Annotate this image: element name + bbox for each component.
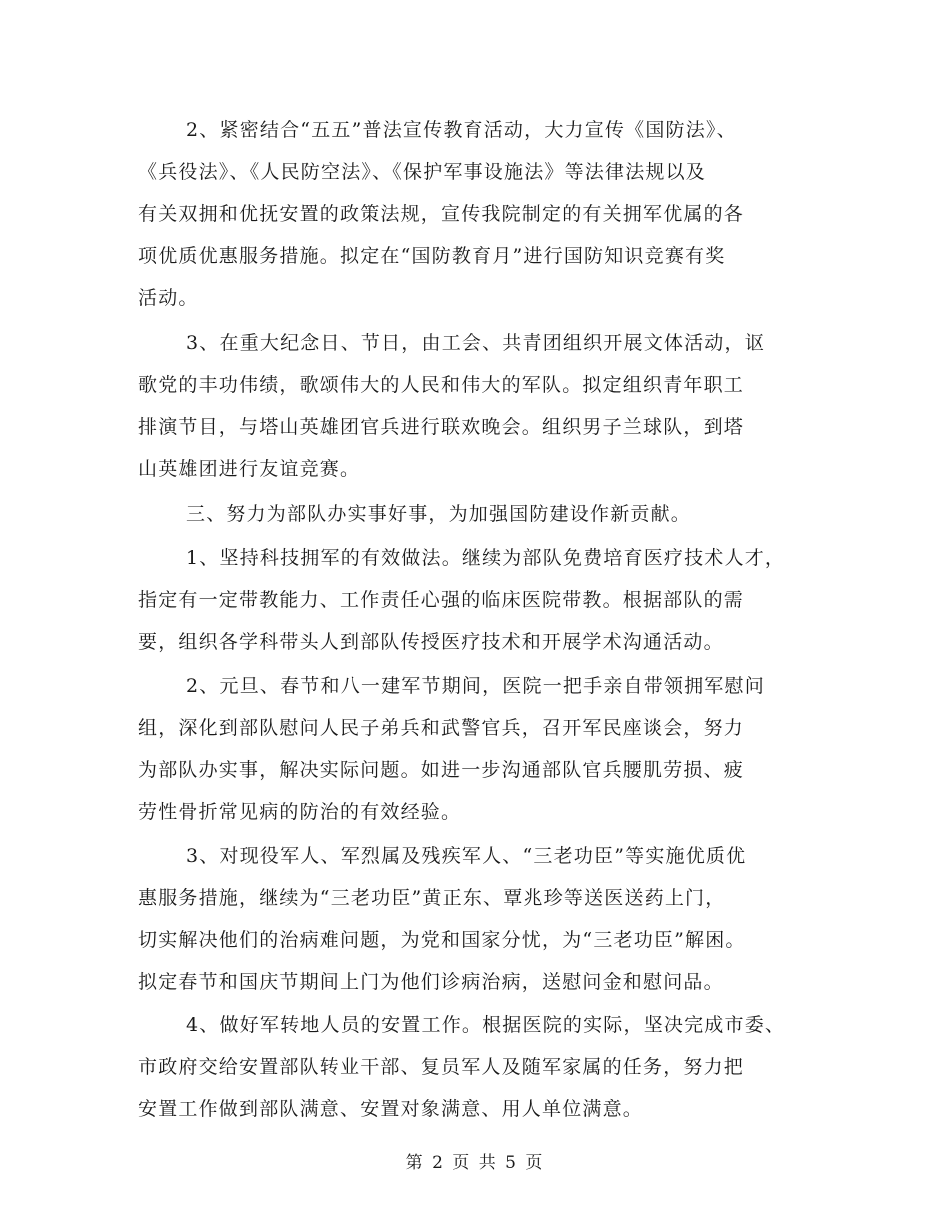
text-line: 2、紧密结合“五五”普法宣传教育活动，大力宣传《国防法》、 (186, 119, 737, 141)
text-line: 有关双拥和优抚安置的政策法规，宣传我院制定的有关拥军优属的各 (138, 203, 745, 225)
text-line: 2、元旦、春节和八一建军节期间，医院一把手亲自带领拥军慰问 (186, 675, 765, 697)
text-line: 劳性骨折常见病的防治的有效经验。 (138, 801, 462, 823)
text-line: 歌党的丰功伟绩，歌颂伟大的人民和伟大的军队。拟定组织青年职工 (138, 374, 745, 396)
text-line: 为部队办实事，解决实际问题。如进一步沟通部队官兵腰肌劳损、疲 (138, 759, 745, 781)
text-line: 项优质优惠服务措施。拟定在“国防教育月”进行国防知识竞赛有奖 (138, 245, 726, 267)
text-line: 3、对现役军人、军烈属及残疾军人、“三老功臣”等实施优质优 (186, 845, 747, 867)
text-line: 3、在重大纪念日、节日，由工会、共青团组织开展文体活动，讴 (186, 332, 765, 354)
text-line: 1、坚持科技拥军的有效做法。继续为部队免费培育医疗技术人才， (186, 547, 786, 569)
page-number: 第 2 页 共 5 页 (405, 1153, 545, 1173)
text-line: 三、努力为部队办实事好事，为加强国防建设作新贡献。 (186, 503, 692, 525)
text-line: 活动。 (138, 287, 199, 309)
text-line: 拟定春节和国庆节期间上门为他们诊病治病，送慰问金和慰问品。 (138, 971, 724, 993)
text-line: 要，组织各学科带头人到部队传授医疗技术和开展学术沟通活动。 (138, 631, 724, 653)
text-line: 安置工作做到部队满意、安置对象满意、用人单位满意。 (138, 1098, 644, 1120)
text-line: 指定有一定带教能力、工作责任心强的临床医院带教。根据部队的需 (138, 589, 745, 611)
text-line: 《兵役法》、《人民防空法》、《保护军事设施法》等法律法规以及 (138, 161, 707, 183)
text-line: 切实解决他们的治病难问题，为党和国家分忧，为“三老功臣”解困。 (138, 929, 746, 951)
text-line: 组，深化到部队慰问人民子弟兵和武警官兵，召开军民座谈会，努力 (138, 717, 745, 739)
text-line: 4、做好军转地人员的安置工作。根据医院的实际，坚决完成市委、 (186, 1014, 786, 1036)
text-line: 排演节目，与塔山英雄团官兵进行联欢晚会。组织男子兰球队，到塔 (138, 416, 745, 438)
text-line: 山英雄团进行友谊竞赛。 (138, 458, 361, 480)
text-line: 市政府交给安置部队转业干部、复员军人及随军家属的任务，努力把 (138, 1056, 745, 1078)
text-line: 惠服务措施，继续为“三老功臣”黄正东、覃兆珍等送医送药上门， (138, 887, 726, 909)
